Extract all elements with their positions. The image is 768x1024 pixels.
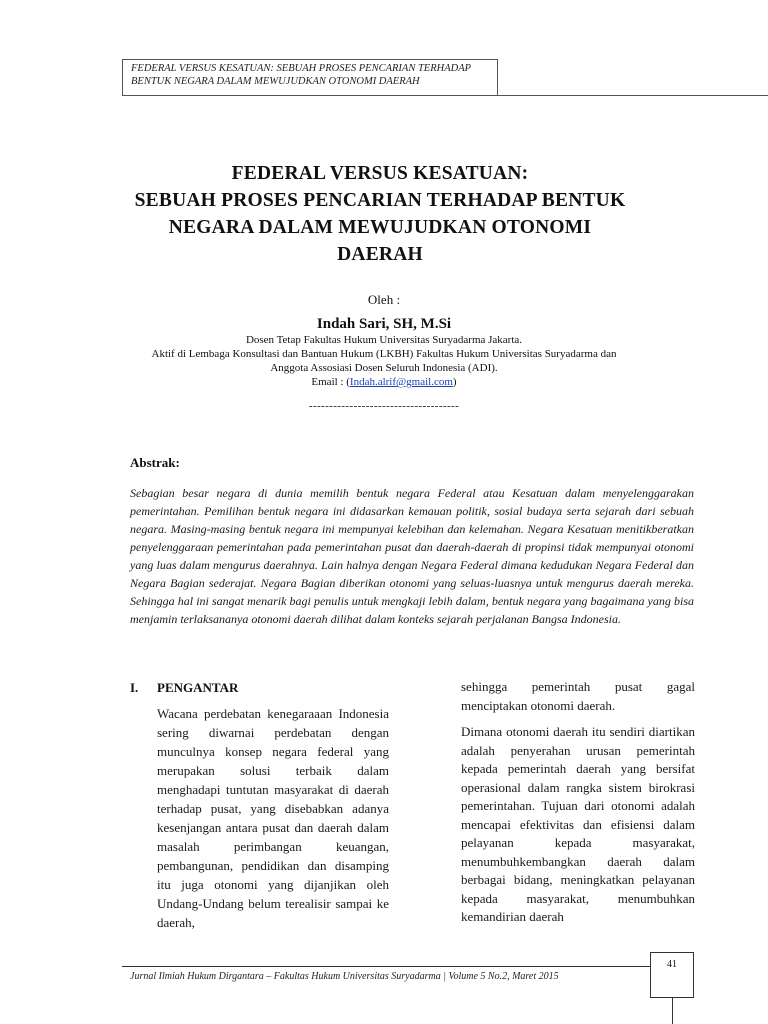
separator-line: ------------------------------------- bbox=[308, 400, 460, 412]
abstract-body: Sebagian besar negara di dunia memilih bentuk negara Federal atau Kesatuan dalam menyelenggarakan pemerintahan. Pemilihan bentuk negara ini didasarkan kemauan politik, sosial budaya serta sejarah dari sebuah negara. Masing-masing bentuk negara ini mempunyai kelebihan dan kelemahan. Negara Kesatuan menitikberatkan penyelenggaraan pemerintahan pada pemerintahan pusat dan daerah-daerah di propinsi tidak mempunyai otonomi yang luas dalam mengurus daerahnya. Lain halnya dengan Negara Federal dimana kedudukan Negara Federal dan Negara Bagian sederajat. Negara Bagian diberikan otonomi yang seluas-luasnya untuk mengurus daerah mereka. Sehingga hal ini sangat menarik bagi penulis untuk mengkaji lebih dalam, bentuk negara yang bagaimana yang bisa menjamin terlaksananya otonomi daerah dilihat dalam konteks sejarah perjalanan Bangsa Indonesia. bbox=[130, 486, 694, 626]
left-column bbox=[157, 704, 389, 932]
email-prefix: Email : ( bbox=[311, 376, 350, 388]
paper-title bbox=[110, 160, 650, 268]
author-name: Indah Sari, SH, M.Si bbox=[316, 316, 452, 332]
right-column bbox=[461, 678, 695, 927]
oleh-label: Oleh : bbox=[367, 292, 401, 307]
section-title: PENGANTAR bbox=[157, 680, 239, 695]
running-header bbox=[122, 59, 498, 95]
running-header-line2: BENTUK NEGARA DALAM MEWUJUDKAN OTONOMI DAERAH bbox=[131, 75, 420, 87]
affiliation-line-2: Aktif di Lembaga Konsultasi dan Bantuan Hukum (LKBH) Fakultas Hukum Universitas Suryadarma dan bbox=[151, 348, 617, 360]
running-header-rule bbox=[122, 95, 768, 96]
affiliation-line-3: Anggota Assosiasi Dosen Seluruh Indonesia (ADI). bbox=[270, 362, 498, 374]
page-box-line bbox=[672, 998, 673, 1024]
title-line-3: NEGARA DALAM MEWUJUDKAN OTONOMI bbox=[168, 217, 592, 238]
journal-footer: Jurnal Ilmiah Hukum Dirgantara – Fakultas Hukum Universitas Suryadarma | Volume 5 No.2, Maret 2015 bbox=[130, 971, 559, 982]
left-column-paragraph: Wacana perdebatan kenegaraaan Indonesia sering diwarnai perdebatan dengan munculnya konsep negara federal yang merupakan solusi terbaik dalam menghadapi tuntutan masyarakat di daerah terhadap pusat, yang disebabkan adanya kesenjangan antara pusat dan daerah dalam masalah perimbangan keuangan, pembangunan, pendidikan dan disamping itu juga otonomi yang dijanjikan oleh Undang-Undang belum terealisir sampai ke daerah, bbox=[157, 706, 389, 930]
running-header-line1: FEDERAL VERSUS KESATUAN: SEBUAH PROSES PENCARIAN TERHADAP bbox=[131, 63, 472, 74]
footer-rule bbox=[122, 966, 650, 967]
author-affiliation bbox=[100, 333, 668, 389]
section-number: I. bbox=[130, 680, 139, 695]
email-line bbox=[100, 375, 668, 389]
abstract-heading: Abstrak: bbox=[130, 455, 180, 470]
right-column-paragraph-2: Dimana otonomi daerah itu sendiri diartikan adalah penyerahan urusan pemerintah kepada pemerintah daerah yang bersifat operasional dalam rangka sistem birokrasi pemerintahan. Tujuan dari otonomi adalah mencapai efektivitas dan efisiensi dalam pelayanan kepada masyarakat, menumbuhkembangkan daerah dalam berbagai bidang, meningkatkan pelayanan kepada masyarakat, menumbuhkan kemandirian daerah bbox=[461, 724, 695, 924]
email-link[interactable]: Indah.alrif@gmail.com bbox=[349, 376, 453, 388]
right-column-paragraph-1: sehingga pemerintah pusat gagal menciptakan otonomi daerah. bbox=[461, 679, 695, 713]
email-suffix: ) bbox=[452, 376, 457, 388]
page-number-box bbox=[650, 952, 694, 998]
affiliation-line-1: Dosen Tetap Fakultas Hukum Universitas Suryadarma Jakarta. bbox=[245, 334, 523, 346]
title-line-1: FEDERAL VERSUS KESATUAN: bbox=[231, 163, 529, 184]
page-number: 41 bbox=[667, 959, 677, 970]
title-line-2: SEBUAH PROSES PENCARIAN TERHADAP BENTUK bbox=[134, 190, 626, 211]
title-line-4: DAERAH bbox=[337, 244, 423, 265]
